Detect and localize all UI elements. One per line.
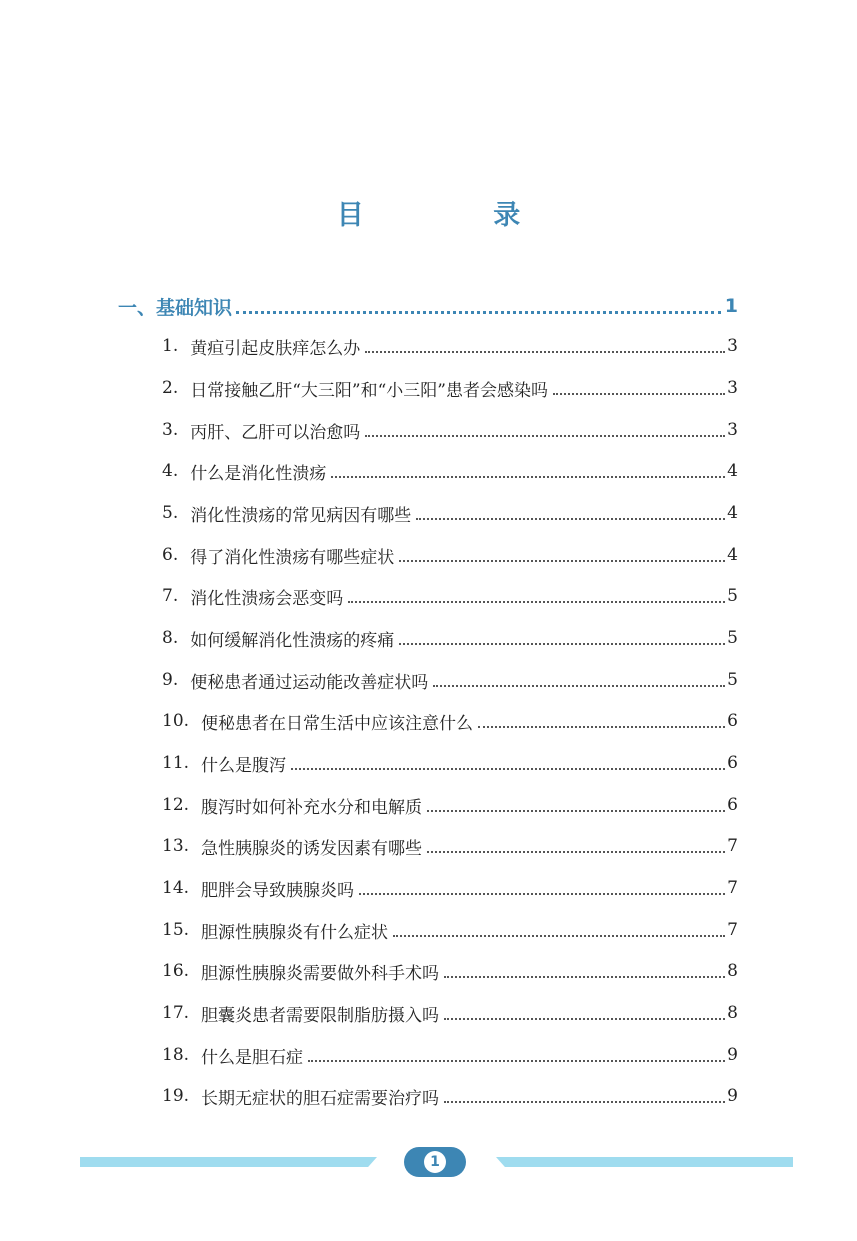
entry-page: 4 bbox=[727, 461, 738, 481]
entry-number: 3. bbox=[162, 420, 179, 440]
entry-page: 5 bbox=[727, 586, 738, 606]
entry-title: 急性胰腺炎的诱发因素有哪些 bbox=[201, 838, 423, 859]
entry-title: 便秘患者通过运动能改善症状吗 bbox=[190, 672, 429, 693]
entry-page: 3 bbox=[727, 378, 738, 398]
entry-title: 胆囊炎患者需要限制脂肪摄入吗 bbox=[201, 1005, 440, 1026]
entry-number: 17. bbox=[162, 1003, 190, 1023]
entry-title: 什么是腹泻 bbox=[201, 755, 287, 776]
entry-title: 日常接触乙肝“大三阳”和“小三阳”患者会感染吗 bbox=[190, 380, 548, 401]
entry-number: 10. bbox=[162, 711, 190, 731]
leader-dots bbox=[478, 726, 725, 728]
leader-dots bbox=[399, 643, 725, 645]
entry-number: 12. bbox=[162, 795, 190, 815]
entry-title: 长期无症状的胆石症需要治疗吗 bbox=[201, 1088, 440, 1109]
leader-dots bbox=[236, 311, 721, 314]
entry-title: 胆源性胰腺炎有什么症状 bbox=[201, 922, 389, 943]
leader-dots bbox=[427, 810, 725, 812]
toc-section-heading[interactable] bbox=[118, 290, 738, 322]
entry-page: 6 bbox=[727, 795, 738, 815]
toc-entry[interactable] bbox=[162, 455, 738, 487]
leader-dots bbox=[359, 893, 725, 895]
leader-dots bbox=[399, 560, 725, 562]
toc-entry[interactable] bbox=[162, 955, 738, 987]
toc-entry[interactable] bbox=[162, 1039, 738, 1071]
entry-number: 13. bbox=[162, 836, 190, 856]
leader-dots bbox=[291, 768, 725, 770]
entry-page: 4 bbox=[727, 545, 738, 565]
entry-title: 什么是消化性溃疡 bbox=[190, 463, 327, 484]
footer-bar-left bbox=[80, 1157, 377, 1167]
entry-page: 3 bbox=[727, 420, 738, 440]
toc-entry[interactable] bbox=[162, 789, 738, 821]
entry-title: 消化性溃疡会恶变吗 bbox=[190, 588, 344, 609]
entry-title: 得了消化性溃疡有哪些症状 bbox=[190, 547, 395, 568]
toc-entry[interactable] bbox=[162, 539, 738, 571]
entry-title: 腹泻时如何补充水分和电解质 bbox=[201, 797, 423, 818]
entry-number: 8. bbox=[162, 628, 179, 648]
section-label: 一、基础知识 bbox=[118, 296, 233, 319]
entry-page: 8 bbox=[727, 1003, 738, 1023]
entry-page: 6 bbox=[727, 753, 738, 773]
entry-page: 4 bbox=[727, 503, 738, 523]
entry-title: 黄疸引起皮肤痒怎么办 bbox=[190, 338, 361, 359]
leader-dots bbox=[393, 935, 725, 937]
entry-number: 7. bbox=[162, 586, 179, 606]
section-page: 1 bbox=[724, 295, 738, 317]
leader-dots bbox=[416, 518, 725, 520]
leader-dots bbox=[365, 435, 725, 437]
toc-entry[interactable] bbox=[162, 747, 738, 779]
entry-page: 5 bbox=[727, 670, 738, 690]
toc-entry[interactable] bbox=[162, 664, 738, 696]
entry-page: 7 bbox=[727, 920, 738, 940]
entry-page: 6 bbox=[727, 711, 738, 731]
entry-number: 4. bbox=[162, 461, 179, 481]
entry-number: 6. bbox=[162, 545, 179, 565]
toc-entry[interactable] bbox=[162, 997, 738, 1029]
entry-page: 9 bbox=[727, 1045, 738, 1065]
leader-dots bbox=[433, 685, 725, 687]
entry-number: 11. bbox=[162, 753, 190, 773]
entry-title: 如何缓解消化性溃疡的疼痛 bbox=[190, 630, 395, 651]
entry-title: 胆源性胰腺炎需要做外科手术吗 bbox=[201, 963, 440, 984]
entry-page: 7 bbox=[727, 836, 738, 856]
toc-entry[interactable] bbox=[162, 872, 738, 904]
entry-number: 14. bbox=[162, 878, 190, 898]
leader-dots bbox=[444, 976, 725, 978]
entry-title: 肥胖会导致胰腺炎吗 bbox=[201, 880, 355, 901]
toc-entry[interactable] bbox=[162, 372, 738, 404]
leader-dots bbox=[348, 601, 725, 603]
leader-dots bbox=[553, 393, 725, 395]
toc-entry[interactable] bbox=[162, 830, 738, 862]
entry-number: 5. bbox=[162, 503, 179, 523]
entry-number: 9. bbox=[162, 670, 179, 690]
leader-dots bbox=[427, 851, 725, 853]
toc-entry[interactable] bbox=[162, 705, 738, 737]
entry-number: 18. bbox=[162, 1045, 190, 1065]
toc-entry[interactable] bbox=[162, 914, 738, 946]
entry-number: 19. bbox=[162, 1086, 190, 1106]
leader-dots bbox=[444, 1101, 725, 1103]
page-number-badge bbox=[404, 1147, 466, 1177]
page-title: 目 录 bbox=[336, 200, 581, 231]
leader-dots bbox=[444, 1018, 725, 1020]
entry-number: 2. bbox=[162, 378, 179, 398]
entry-number: 16. bbox=[162, 961, 190, 981]
entry-number: 15. bbox=[162, 920, 190, 940]
entry-number: 1. bbox=[162, 336, 179, 356]
entry-page: 5 bbox=[727, 628, 738, 648]
entry-page: 9 bbox=[727, 1086, 738, 1106]
entry-title: 什么是胆石症 bbox=[201, 1047, 304, 1068]
toc-entry[interactable] bbox=[162, 414, 738, 446]
toc-entry[interactable] bbox=[162, 622, 738, 654]
toc-entry[interactable] bbox=[162, 1080, 738, 1112]
entry-title: 消化性溃疡的常见病因有哪些 bbox=[190, 505, 412, 526]
entry-page: 3 bbox=[727, 336, 738, 356]
entry-title: 丙肝、乙肝可以治愈吗 bbox=[190, 422, 361, 443]
toc-entry[interactable] bbox=[162, 497, 738, 529]
footer-bar-right bbox=[496, 1157, 793, 1167]
leader-dots bbox=[365, 351, 725, 353]
leader-dots bbox=[331, 476, 725, 478]
entry-title: 便秘患者在日常生活中应该注意什么 bbox=[201, 713, 474, 734]
page-number: 1 bbox=[424, 1151, 446, 1173]
leader-dots bbox=[308, 1060, 725, 1062]
entry-page: 8 bbox=[727, 961, 738, 981]
toc-entry[interactable] bbox=[162, 330, 738, 362]
toc-entry[interactable] bbox=[162, 580, 738, 612]
entry-page: 7 bbox=[727, 878, 738, 898]
